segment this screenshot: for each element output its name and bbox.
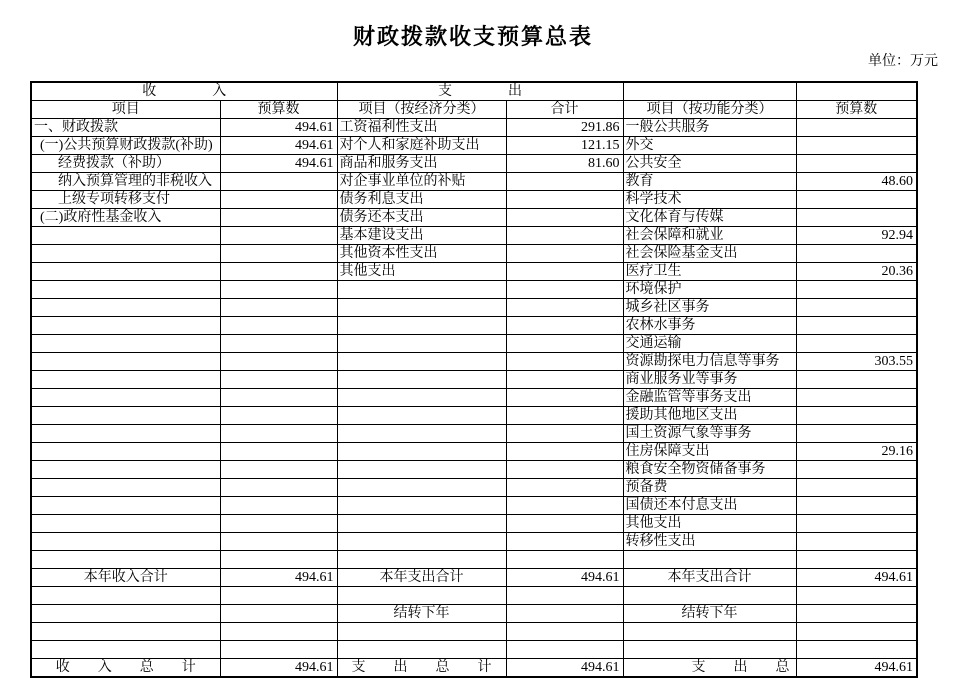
revenue-item-cell: [31, 479, 220, 497]
econ-total-cell: [506, 587, 623, 605]
revenue-budget-cell: [220, 335, 337, 353]
func-budget-cell: [796, 299, 917, 317]
revenue-budget-cell: [220, 587, 337, 605]
table-row: [31, 389, 917, 407]
econ-total-cell: [506, 209, 623, 227]
revenue-budget-cell: [220, 443, 337, 461]
econ-item-cell: 工资福利性支出: [337, 119, 506, 137]
revenue-item-cell: (一)公共预算财政拨款(补助): [31, 137, 220, 155]
func-budget-cell: [796, 587, 917, 605]
func-budget-cell: [796, 209, 917, 227]
econ-item-cell: [337, 443, 506, 461]
table-row: [31, 281, 917, 299]
econ-item-cell: 其他支出: [337, 263, 506, 281]
func-budget-cell: [796, 425, 917, 443]
table-row: [31, 515, 917, 533]
econ-total-cell: [506, 461, 623, 479]
func-budget-cell: [796, 119, 917, 137]
revenue-budget-cell: [220, 533, 337, 551]
revenue-item-cell: [31, 605, 220, 623]
econ-total-cell: [506, 281, 623, 299]
func-budget-cell: [796, 479, 917, 497]
table-row: [31, 209, 917, 227]
revenue-budget-cell: [220, 191, 337, 209]
func-item-cell: 交通运输: [623, 335, 796, 353]
revenue-item-cell: [31, 587, 220, 605]
econ-total-cell: 494.61: [506, 659, 623, 678]
table-row: [31, 137, 917, 155]
revenue-item-cell: [31, 407, 220, 425]
econ-total-cell: [506, 443, 623, 461]
header-group-row: [31, 82, 917, 101]
revenue-budget-cell: [220, 605, 337, 623]
func-budget-cell: [796, 623, 917, 641]
func-budget-cell: [796, 641, 917, 659]
revenue-item-cell: 一、财政拨款: [31, 119, 220, 137]
func-item-cell: 外交: [623, 137, 796, 155]
func-budget-cell: [796, 281, 917, 299]
econ-total-cell: [506, 227, 623, 245]
func-budget-cell: [796, 389, 917, 407]
econ-total-cell: [506, 173, 623, 191]
revenue-budget-cell: [220, 317, 337, 335]
econ-item-cell: [337, 425, 506, 443]
econ-item-cell: 债务还本支出: [337, 209, 506, 227]
table-row: [31, 245, 917, 263]
func-item-cell: [623, 623, 796, 641]
revenue-budget-cell: [220, 263, 337, 281]
econ-item-cell: [337, 317, 506, 335]
func-item-cell: 结转下年: [623, 605, 796, 623]
func-item-cell: 其他支出: [623, 515, 796, 533]
econ-total-cell: [506, 407, 623, 425]
table-row: [31, 407, 917, 425]
table-row: [31, 641, 917, 659]
revenue-item-cell: 收 入 总 计: [31, 659, 220, 678]
header-col-total: 合计: [506, 101, 623, 119]
econ-item-cell: 商品和服务支出: [337, 155, 506, 173]
econ-item-cell: [337, 371, 506, 389]
econ-item-cell: [337, 407, 506, 425]
func-budget-cell: [796, 551, 917, 569]
table-row: [31, 569, 917, 587]
table-row: [31, 299, 917, 317]
econ-item-cell: 其他资本性支出: [337, 245, 506, 263]
func-budget-cell: [796, 533, 917, 551]
func-item-cell: [623, 551, 796, 569]
func-budget-cell: [796, 191, 917, 209]
econ-total-cell: [506, 317, 623, 335]
table-row: [31, 371, 917, 389]
func-item-cell: 农林水事务: [623, 317, 796, 335]
revenue-item-cell: [31, 335, 220, 353]
func-item-cell: 国土资源气象等事务: [623, 425, 796, 443]
table-row: [31, 605, 917, 623]
econ-total-cell: [506, 245, 623, 263]
func-item-cell: 国债还本付息支出: [623, 497, 796, 515]
func-item-cell: 公共安全: [623, 155, 796, 173]
table-row: [31, 227, 917, 245]
revenue-budget-cell: [220, 353, 337, 371]
func-item-cell: 资源勘探电力信息等事务: [623, 353, 796, 371]
econ-total-cell: [506, 371, 623, 389]
table-row: [31, 155, 917, 173]
econ-item-cell: 结转下年: [337, 605, 506, 623]
table-body: [31, 119, 917, 678]
econ-total-cell: 291.86: [506, 119, 623, 137]
revenue-budget-cell: [220, 209, 337, 227]
revenue-budget-cell: [220, 371, 337, 389]
econ-total-cell: [506, 191, 623, 209]
econ-item-cell: [337, 299, 506, 317]
table-row: [31, 425, 917, 443]
econ-total-cell: [506, 479, 623, 497]
func-item-cell: 援助其他地区支出: [623, 407, 796, 425]
page: [30, 0, 938, 678]
econ-total-cell: [506, 605, 623, 623]
econ-total-cell: [506, 263, 623, 281]
table-header: [31, 82, 917, 119]
econ-item-cell: [337, 533, 506, 551]
func-budget-cell: 494.61: [796, 659, 917, 678]
func-budget-cell: [796, 317, 917, 335]
revenue-budget-cell: [220, 227, 337, 245]
revenue-item-cell: [31, 281, 220, 299]
table-row: [31, 191, 917, 209]
revenue-budget-cell: [220, 245, 337, 263]
econ-total-cell: [506, 353, 623, 371]
func-item-cell: 商业服务业等事务: [623, 371, 796, 389]
func-item-cell: [623, 587, 796, 605]
table-row: [31, 335, 917, 353]
header-revenue-group: 收 入: [31, 82, 337, 101]
econ-item-cell: 对个人和家庭补助支出: [337, 137, 506, 155]
header-col-item-func: 项目（按功能分类）: [623, 101, 796, 119]
econ-item-cell: [337, 353, 506, 371]
econ-item-cell: [337, 641, 506, 659]
econ-item-cell: 对企事业单位的补贴: [337, 173, 506, 191]
func-item-cell: 社会保障和就业: [623, 227, 796, 245]
revenue-budget-cell: [220, 641, 337, 659]
revenue-item-cell: [31, 641, 220, 659]
table-row: [31, 497, 917, 515]
func-budget-cell: 303.55: [796, 353, 917, 371]
func-item-cell: 医疗卫生: [623, 263, 796, 281]
table-row: [31, 461, 917, 479]
revenue-item-cell: [31, 317, 220, 335]
revenue-item-cell: 经费拨款（补助）: [31, 155, 220, 173]
func-item-cell: 文化体育与传媒: [623, 209, 796, 227]
header-empty-func: [623, 82, 796, 101]
table-row: [31, 443, 917, 461]
revenue-item-cell: [31, 263, 220, 281]
table-row: [31, 173, 917, 191]
econ-total-cell: [506, 515, 623, 533]
revenue-budget-cell: [220, 173, 337, 191]
header-expenditure-group: 支 出: [337, 82, 623, 101]
revenue-budget-cell: [220, 479, 337, 497]
econ-item-cell: [337, 479, 506, 497]
revenue-item-cell: [31, 245, 220, 263]
revenue-budget-cell: [220, 407, 337, 425]
revenue-budget-cell: 494.61: [220, 569, 337, 587]
header-columns-row: [31, 101, 917, 119]
func-item-cell: 本年支出合计: [623, 569, 796, 587]
econ-item-cell: 支 出 总 计: [337, 659, 506, 678]
econ-total-cell: 494.61: [506, 569, 623, 587]
econ-item-cell: [337, 551, 506, 569]
func-item-cell: 金融监管等事务支出: [623, 389, 796, 407]
econ-item-cell: 债务利息支出: [337, 191, 506, 209]
func-budget-cell: 494.61: [796, 569, 917, 587]
func-item-cell: 科学技术: [623, 191, 796, 209]
revenue-item-cell: [31, 497, 220, 515]
page-title: 财政拨款收支预算总表: [352, 24, 593, 49]
econ-item-cell: 本年支出合计: [337, 569, 506, 587]
func-budget-cell: 92.94: [796, 227, 917, 245]
header-empty-budget: [796, 82, 917, 101]
econ-total-cell: 81.60: [506, 155, 623, 173]
econ-total-cell: [506, 497, 623, 515]
revenue-item-cell: [31, 389, 220, 407]
econ-item-cell: [337, 587, 506, 605]
func-item-cell: 预备费: [623, 479, 796, 497]
func-budget-cell: [796, 137, 917, 155]
revenue-item-cell: (二)政府性基金收入: [31, 209, 220, 227]
table-row: [31, 551, 917, 569]
table-row: [31, 353, 917, 371]
func-item-cell: 环境保护: [623, 281, 796, 299]
revenue-budget-cell: [220, 425, 337, 443]
func-budget-cell: [796, 245, 917, 263]
revenue-item-cell: [31, 353, 220, 371]
table-row: [31, 317, 917, 335]
revenue-budget-cell: [220, 461, 337, 479]
func-item-cell: 城乡社区事务: [623, 299, 796, 317]
revenue-item-cell: 本年收入合计: [31, 569, 220, 587]
revenue-budget-cell: [220, 299, 337, 317]
revenue-item-cell: [31, 533, 220, 551]
revenue-budget-cell: [220, 623, 337, 641]
revenue-item-cell: [31, 461, 220, 479]
table-row: [31, 659, 917, 678]
func-budget-cell: [796, 461, 917, 479]
func-item-cell: 教育: [623, 173, 796, 191]
revenue-item-cell: [31, 299, 220, 317]
func-budget-cell: 48.60: [796, 173, 917, 191]
revenue-item-cell: [31, 551, 220, 569]
table-row: [31, 587, 917, 605]
revenue-budget-cell: [220, 551, 337, 569]
revenue-item-cell: [31, 443, 220, 461]
header-col-budget-func: 预算数: [796, 101, 917, 119]
econ-item-cell: [337, 461, 506, 479]
func-budget-cell: [796, 335, 917, 353]
econ-item-cell: [337, 497, 506, 515]
revenue-item-cell: [31, 515, 220, 533]
econ-total-cell: [506, 389, 623, 407]
table-row: [31, 623, 917, 641]
econ-total-cell: [506, 299, 623, 317]
func-budget-cell: [796, 605, 917, 623]
econ-item-cell: [337, 335, 506, 353]
revenue-item-cell: [31, 227, 220, 245]
econ-total-cell: [506, 641, 623, 659]
revenue-item-cell: 上级专项转移支付: [31, 191, 220, 209]
table-row: [31, 263, 917, 281]
econ-total-cell: [506, 335, 623, 353]
econ-item-cell: 基本建设支出: [337, 227, 506, 245]
revenue-item-cell: 纳入预算管理的非税收入: [31, 173, 220, 191]
revenue-budget-cell: 494.61: [220, 155, 337, 173]
econ-total-cell: [506, 533, 623, 551]
econ-total-cell: [506, 623, 623, 641]
header-col-item: 项目: [31, 101, 220, 119]
revenue-budget-cell: [220, 497, 337, 515]
revenue-budget-cell: [220, 281, 337, 299]
econ-item-cell: [337, 389, 506, 407]
func-budget-cell: [796, 515, 917, 533]
func-item-cell: [623, 641, 796, 659]
econ-item-cell: [337, 623, 506, 641]
econ-item-cell: [337, 281, 506, 299]
func-item-cell: 转移性支出: [623, 533, 796, 551]
revenue-budget-cell: 494.61: [220, 659, 337, 678]
func-budget-cell: [796, 371, 917, 389]
func-budget-cell: 29.16: [796, 443, 917, 461]
table-row: [31, 119, 917, 137]
table-row: [31, 479, 917, 497]
unit-label: 单位：万元: [868, 54, 938, 69]
revenue-budget-cell: 494.61: [220, 119, 337, 137]
func-item-cell: 一般公共服务: [623, 119, 796, 137]
econ-item-cell: [337, 515, 506, 533]
revenue-item-cell: [31, 623, 220, 641]
budget-table: [30, 81, 918, 678]
func-budget-cell: [796, 497, 917, 515]
table-row: [31, 533, 917, 551]
header-col-item-econ: 项目（按经济分类）: [337, 101, 506, 119]
func-item-cell: 住房保障支出: [623, 443, 796, 461]
revenue-budget-cell: [220, 515, 337, 533]
func-item-cell: 支 出 总: [623, 659, 796, 678]
econ-total-cell: [506, 425, 623, 443]
header-col-budget: 预算数: [220, 101, 337, 119]
revenue-budget-cell: [220, 389, 337, 407]
revenue-item-cell: [31, 371, 220, 389]
func-item-cell: 社会保险基金支出: [623, 245, 796, 263]
revenue-item-cell: [31, 425, 220, 443]
revenue-budget-cell: 494.61: [220, 137, 337, 155]
econ-total-cell: [506, 551, 623, 569]
func-item-cell: 粮食安全物资储备事务: [623, 461, 796, 479]
func-budget-cell: 20.36: [796, 263, 917, 281]
econ-total-cell: 121.15: [506, 137, 623, 155]
func-budget-cell: [796, 407, 917, 425]
func-budget-cell: [796, 155, 917, 173]
